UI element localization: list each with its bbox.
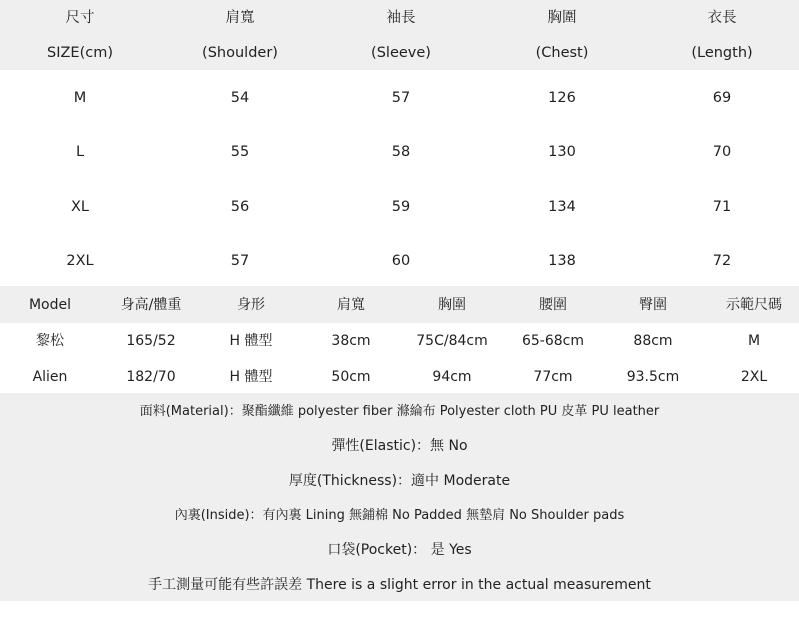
chest-cell: 134	[548, 199, 576, 215]
size-row	[0, 139, 799, 165]
size-cell: M	[73, 90, 87, 106]
header-chest: 胸圍	[438, 297, 466, 313]
sleeve-cell: 60	[391, 253, 411, 269]
length-cell: 72	[712, 253, 732, 269]
length-cell: 71	[712, 199, 732, 215]
sleeve-cell: 59	[391, 199, 411, 215]
size-cell: XL	[70, 199, 90, 215]
size-cell: 2XL	[66, 253, 94, 269]
shoulder-cell: 55	[230, 144, 250, 160]
size-row	[0, 194, 799, 220]
header-length-en: (Length)	[691, 45, 753, 61]
shoulder-cell: 54	[230, 90, 250, 106]
model-shoulder: 38cm	[331, 333, 371, 349]
header-chest-zh: 胸圍	[547, 10, 577, 26]
model-name: 黎松	[36, 333, 64, 349]
model-demo-size: 2XL	[740, 369, 768, 385]
size-row	[0, 248, 799, 274]
model-waist: 65-68cm	[521, 333, 585, 349]
header-size-zh: 尺寸	[65, 10, 95, 26]
header-sleeve-zh: 袖長	[386, 10, 416, 26]
size-table-header-zh	[0, 5, 799, 31]
header-shoulder-en: (Shoulder)	[202, 45, 278, 61]
model-row	[0, 328, 799, 354]
inside-note: 內裏(Inside)：有內裏 Lining 無鋪棉 No Padded 無墊肩 No Shoulder pads	[174, 508, 625, 523]
model-shoulder: 50cm	[331, 369, 371, 385]
chest-cell: 130	[548, 144, 576, 160]
header-shoulder-zh: 肩寬	[225, 10, 255, 26]
model-table-header	[0, 292, 799, 318]
model-hip: 93.5cm	[626, 369, 680, 385]
size-table-header-en	[0, 40, 799, 66]
model-hip: 88cm	[633, 333, 673, 349]
model-chest: 94cm	[432, 369, 472, 385]
header-model: Model	[28, 297, 72, 313]
pocket-note: 口袋(Pocket)： 是 Yes	[327, 542, 472, 558]
header-height-weight: 身高/體重	[120, 297, 182, 313]
measurement-error-note: 手工測量可能有些許誤差 There is a slight error in the actual measurement	[148, 577, 651, 593]
model-body-type: H 體型	[229, 333, 273, 349]
model-waist: 77cm	[533, 369, 573, 385]
header-shoulder: 肩寬	[337, 297, 365, 313]
header-body-type: 身形	[237, 297, 265, 313]
model-row	[0, 364, 799, 390]
header-chest-en: (Chest)	[535, 45, 589, 61]
header-waist: 腰圍	[539, 297, 567, 313]
length-cell: 69	[712, 90, 732, 106]
model-chest: 75C/84cm	[416, 333, 488, 349]
sleeve-cell: 58	[391, 144, 411, 160]
sleeve-cell: 57	[391, 90, 411, 106]
length-cell: 70	[712, 144, 732, 160]
thickness-note: 厚度(Thickness)：適中 Moderate	[288, 473, 511, 489]
elastic-note: 彈性(Elastic)：無 No	[331, 438, 468, 454]
chest-cell: 138	[548, 253, 576, 269]
model-name: Alien	[32, 369, 68, 385]
header-demo-size: 示範尺碼	[726, 297, 782, 313]
chest-cell: 126	[548, 90, 576, 106]
size-row	[0, 85, 799, 111]
shoulder-cell: 57	[230, 253, 250, 269]
model-body-type: H 體型	[229, 369, 273, 385]
header-size-en: SIZE(cm)	[47, 45, 113, 61]
model-height-weight: 165/52	[126, 333, 176, 349]
model-demo-size: M	[747, 333, 761, 349]
model-height-weight: 182/70	[126, 369, 176, 385]
header-length-zh: 衣長	[707, 10, 737, 26]
header-sleeve-en: (Sleeve)	[371, 45, 431, 61]
size-cell: L	[75, 144, 85, 160]
material-note: 面料(Material)：聚酯纖維 polyester fiber 滌綸布 Polyester cloth PU 皮革 PU leather	[139, 404, 660, 419]
header-hip: 臀圍	[639, 297, 667, 313]
shoulder-cell: 56	[230, 199, 250, 215]
